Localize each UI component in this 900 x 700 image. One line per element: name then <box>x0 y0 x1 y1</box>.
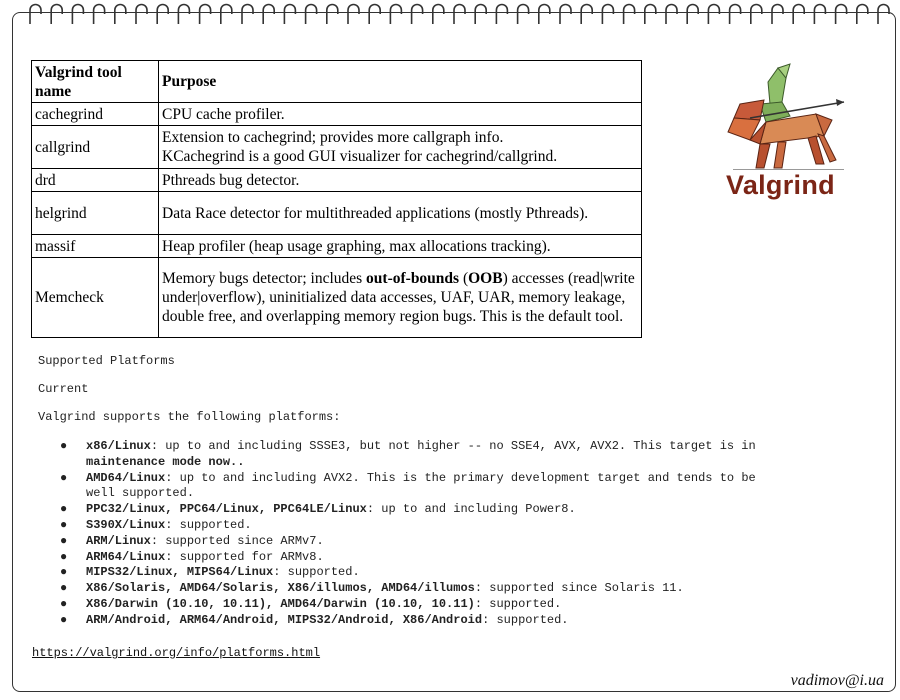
spiral-loop <box>857 5 868 25</box>
bullet-icon: ● <box>60 470 68 485</box>
platform-text: : up to and including SSSE3, but not higher -- no SSE4, AVX, AVX2. This target is in <box>150 439 756 453</box>
platform-label: MIPS32/Linux, MIPS64/Linux <box>86 565 274 580</box>
platform-list <box>60 439 760 629</box>
spiral-loop <box>72 5 83 25</box>
purpose-text: ) accesses (read|write under|overflow), uninitialized data accesses, UAF, UAR, memory leakage, double free, and overlapping memory region bugs. This is the default tool. <box>162 270 635 325</box>
platform-label: PPC32/Linux, PPC64/Linux, PPC64LE/Linux <box>86 502 367 517</box>
tool-name-cell: drd <box>32 169 159 192</box>
platform-text: : supported since ARMv7. <box>150 533 324 548</box>
bullet-icon: ● <box>60 565 68 580</box>
spiral-loop <box>263 5 274 25</box>
tool-name-cell: callgrind <box>32 126 159 169</box>
platforms-link[interactable]: https://valgrind.org/info/platforms.html <box>32 646 321 660</box>
tool-purpose-cell <box>159 258 642 338</box>
spiral-loop <box>327 5 338 25</box>
author-signature: vadimov@i.ua <box>790 672 884 689</box>
table-row <box>32 126 642 169</box>
platform-text: : up to and including AVX2. This is the primary development target and tends to be <box>165 470 756 485</box>
spiral-loop <box>242 5 253 25</box>
bullet-icon: ● <box>60 502 68 517</box>
spiral-loop <box>539 5 550 25</box>
spiral-loop <box>136 5 147 25</box>
spiral-loop <box>793 5 804 25</box>
platform-continuation: well supported. <box>86 486 195 501</box>
header-purpose: Purpose <box>159 61 642 103</box>
list-item <box>60 502 760 518</box>
spiral-loop <box>433 5 444 25</box>
spiral-loop <box>624 5 635 25</box>
platforms-subheading: Current <box>38 382 89 396</box>
bullet-icon: ● <box>60 596 68 611</box>
spiral-loop <box>581 5 592 25</box>
spiral-loop <box>454 5 465 25</box>
tool-purpose-cell: Data Race detector for multithreaded applications (mostly Pthreads). <box>159 192 642 235</box>
spiral-binding <box>22 2 892 28</box>
bullet-icon: ● <box>60 612 68 627</box>
platform-label: X86/Darwin (10.10, 10.11), AMD64/Darwin (10.10, 10.11) <box>86 596 475 611</box>
table-row <box>32 103 642 126</box>
purpose-text: ( <box>459 270 469 287</box>
platforms-intro: Valgrind supports the following platforms: <box>38 410 341 424</box>
spiral-loop <box>560 5 571 25</box>
spiral-loop <box>878 5 889 25</box>
tool-name-cell: massif <box>32 235 159 258</box>
spiral-loop <box>687 5 698 25</box>
purpose-bold-oob: out-of-bounds <box>366 270 460 287</box>
purpose-line: KCachegrind is a good GUI visualizer for cachegrind/callgrind. <box>162 148 558 165</box>
list-item <box>60 534 760 550</box>
platform-text: : supported since Solaris 11. <box>474 581 684 596</box>
platform-label: ARM64/Linux <box>86 549 166 564</box>
bullet-icon: ● <box>60 439 68 453</box>
platform-label: S390X/Linux <box>86 517 166 532</box>
list-item <box>60 518 760 534</box>
platforms-heading: Supported Platforms <box>38 354 175 368</box>
spiral-loop <box>496 5 507 25</box>
platform-label: x86/Linux <box>86 439 151 453</box>
spiral-loop <box>645 5 656 25</box>
spiral-loop <box>751 5 762 25</box>
list-item <box>60 550 760 566</box>
spiral-loop <box>30 5 41 25</box>
spiral-loop <box>178 5 189 25</box>
purpose-bold-abbr: OOB <box>468 270 503 287</box>
table-row <box>32 192 642 235</box>
spiral-loop <box>51 5 62 25</box>
spiral-loop <box>369 5 380 24</box>
spiral-loop <box>306 5 317 25</box>
table-row <box>32 235 642 258</box>
spiral-loop <box>772 5 783 25</box>
spiral-loop <box>730 5 741 25</box>
spiral-loop <box>390 5 401 25</box>
tool-purpose-cell: Heap profiler (heap usage graphing, max allocations tracking). <box>159 235 642 258</box>
spiral-loop <box>200 5 211 25</box>
spiral-loop <box>221 5 232 25</box>
bullet-icon: ● <box>60 549 68 564</box>
spiral-loop <box>666 5 677 25</box>
spiral-loop <box>157 5 168 25</box>
bullet-icon: ● <box>60 533 68 548</box>
list-item <box>60 597 760 613</box>
bullet-icon: ● <box>60 581 68 596</box>
platform-text: : up to and including Power8. <box>366 502 576 517</box>
platform-text: : supported. <box>482 612 569 627</box>
header-tool-name: Valgrind tool name <box>32 61 159 103</box>
platform-continuation: maintenance mode now.. <box>86 454 245 469</box>
platform-text: : supported. <box>474 596 562 611</box>
logo-wordmark: Valgrind <box>726 170 835 200</box>
spiral-loop <box>518 5 529 25</box>
spiral-loop <box>115 5 126 25</box>
spiral-loop <box>836 5 847 25</box>
platform-label: AMD64/Linux <box>86 470 166 485</box>
spiral-loop <box>348 5 359 25</box>
bullet-icon: ● <box>60 517 68 532</box>
spiral-loop <box>814 5 825 25</box>
platform-text: : supported for ARMv8. <box>165 549 324 564</box>
platform-label: X86/Solaris, AMD64/Solaris, X86/illumos, AMD64/illumos <box>86 581 475 596</box>
tool-name-cell: cachegrind <box>32 103 159 126</box>
purpose-line: Extension to cachegrind; provides more callgraph info. <box>162 129 504 146</box>
platform-text: : supported. <box>273 565 360 580</box>
tool-name-cell: Memcheck <box>32 258 159 338</box>
list-item <box>60 439 760 471</box>
spiral-loop <box>475 5 486 25</box>
tool-purpose-cell <box>159 126 642 169</box>
list-item <box>60 471 760 503</box>
list-item <box>60 613 760 629</box>
spiral-loop <box>708 5 719 25</box>
table-header-row <box>32 61 642 103</box>
spiral-loop <box>94 5 105 25</box>
platform-label: ARM/Linux <box>86 533 151 548</box>
purpose-text: Memory bugs detector; includes <box>162 270 367 287</box>
spiral-loop <box>284 5 295 25</box>
spiral-loop <box>412 5 423 25</box>
list-item <box>60 581 760 597</box>
platform-text: : supported. <box>165 517 252 532</box>
platform-label: ARM/Android, ARM64/Android, MIPS32/Android, X86/Android <box>86 612 483 627</box>
tool-name-cell: helgrind <box>32 192 159 235</box>
list-item <box>60 565 760 581</box>
tool-purpose-cell: Pthreads bug detector. <box>159 169 642 192</box>
spiral-loop <box>602 5 613 25</box>
valgrind-tools-table <box>31 60 642 338</box>
table-row <box>32 258 642 338</box>
table-row <box>32 169 642 192</box>
tool-purpose-cell: CPU cache profiler. <box>159 103 642 126</box>
